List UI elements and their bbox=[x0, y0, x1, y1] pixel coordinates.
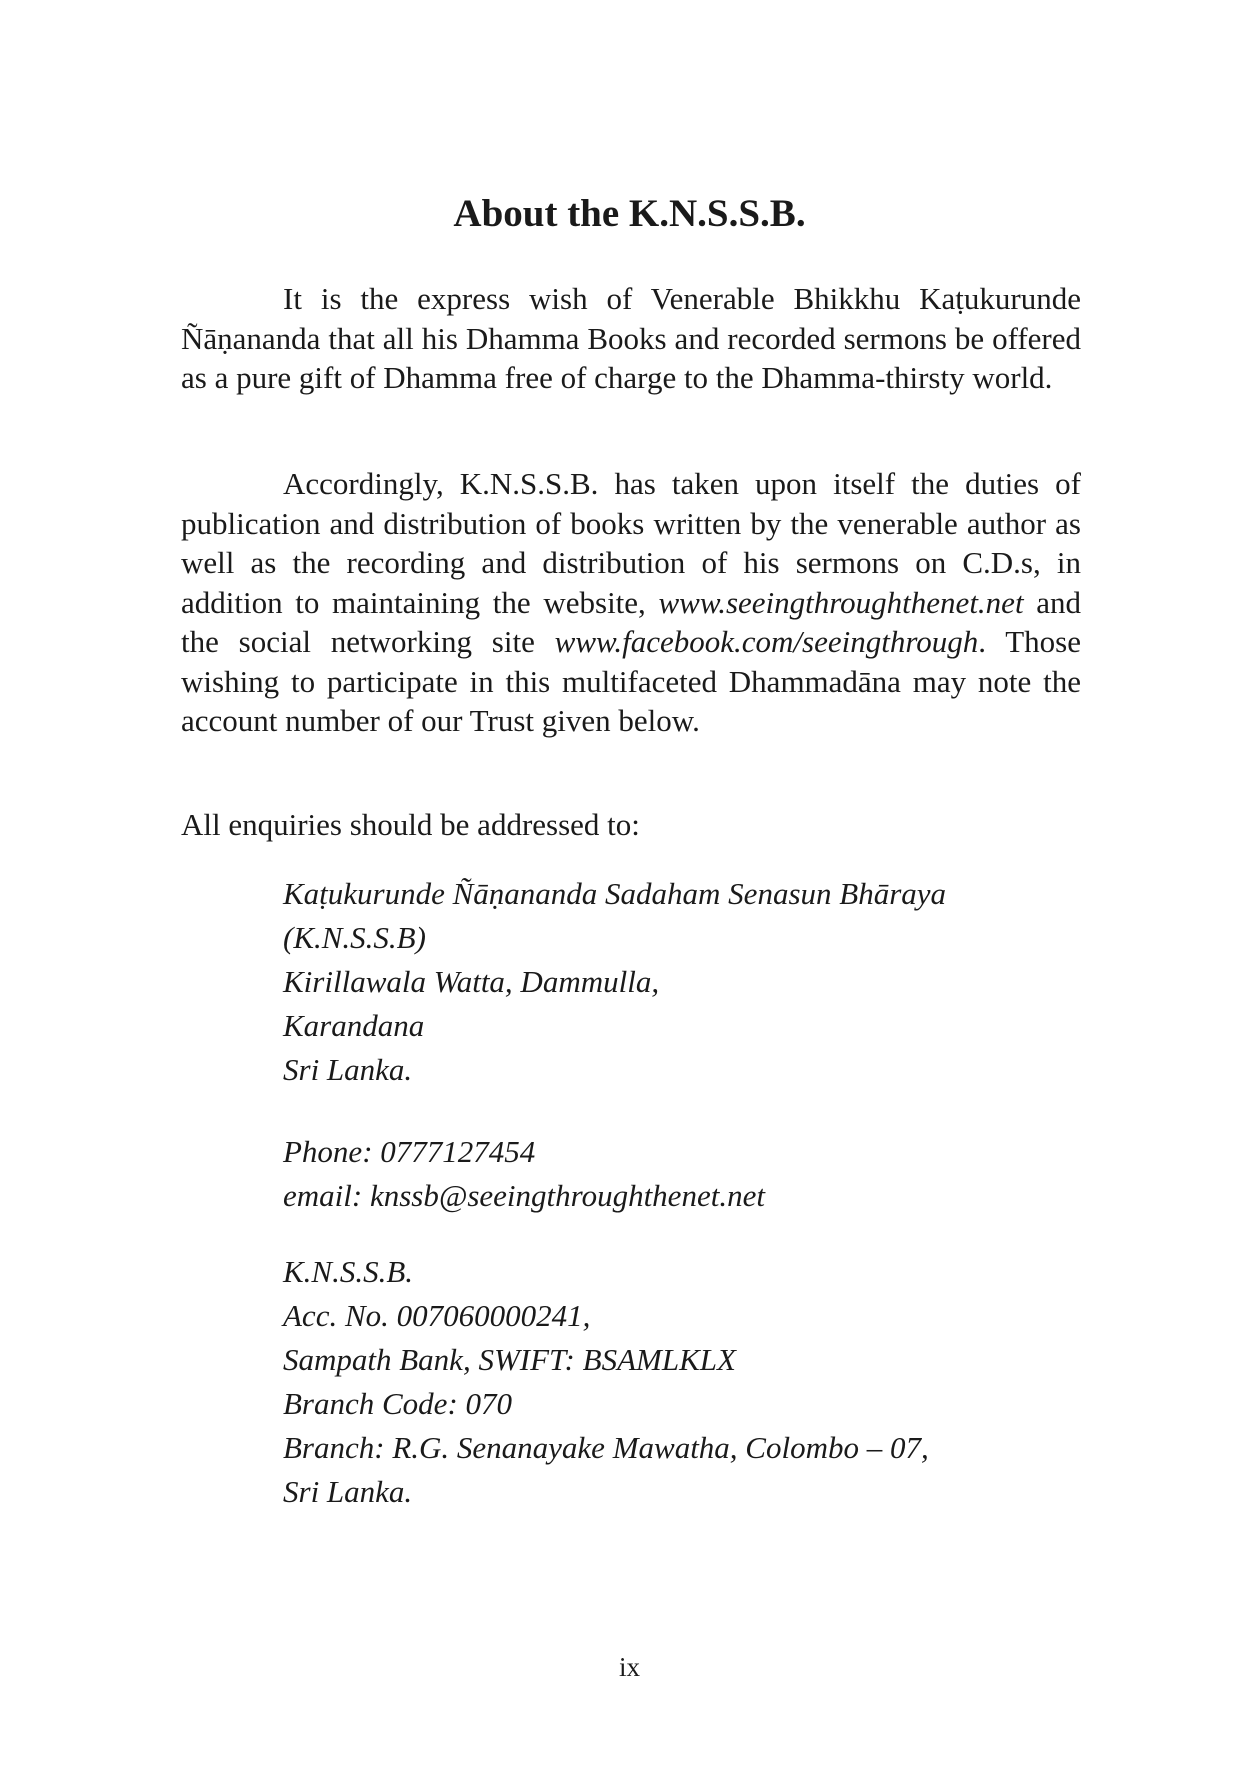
facebook-link[interactable]: www.facebook.com/seeingthrough bbox=[554, 624, 979, 659]
website-link[interactable]: www.seeingthroughthenet.net bbox=[658, 584, 1024, 620]
email-address[interactable]: email: knssb@seeingthroughthenet.net bbox=[283, 1178, 765, 1213]
duties-text-part2: and the social networking site bbox=[181, 584, 1081, 659]
bank-line: K.N.S.S.B. bbox=[283, 1254, 414, 1289]
duties-paragraph bbox=[181, 464, 1081, 741]
duties-text-part1: Accordingly, K.N.S.S.B. has taken upon itself the duties of publication and distribution of books written by the venerable author as well as the recording and distribution of his sermons on C.D.s, in addition to maintaining the website, bbox=[181, 466, 1081, 620]
bank-line: Sri Lanka. bbox=[283, 1474, 413, 1509]
intro-paragraph: It is the express wish of Venerable Bhikkhu Kaṭukurunde Ñāṇananda that all his Dhamma Books and recorded sermons be offered as a pure gift of Dhamma free of charge to the Dhamma-thirsty world. bbox=[181, 281, 1081, 395]
bank-details bbox=[283, 1250, 929, 1514]
bank-line: Sampath Bank, SWIFT: BSAMLKLX bbox=[283, 1342, 736, 1377]
account-number: Acc. No. 007060000241, bbox=[283, 1298, 591, 1333]
contact-details bbox=[283, 1130, 765, 1218]
address-line: (K.N.S.S.B) bbox=[283, 920, 426, 955]
duties-text-part3: . Those wishing to participate in this multifaceted Dhammadāna may note the account number of our Trust given below. bbox=[181, 624, 1081, 738]
page-title: About the K.N.S.S.B. bbox=[453, 192, 806, 235]
address-line: Kaṭukurunde Ñāṇananda Sadaham Senasun Bhāraya bbox=[283, 876, 947, 911]
page-number: ix bbox=[618, 1652, 640, 1682]
enquiries-label: All enquiries should be addressed to: bbox=[181, 807, 640, 842]
bank-line: Branch: R.G. Senanayake Mawatha, Colombo – 07, bbox=[283, 1430, 929, 1465]
address-line: Sri Lanka. bbox=[283, 1052, 413, 1087]
postal-address bbox=[283, 872, 946, 1092]
address-line: Karandana bbox=[283, 1008, 425, 1043]
phone-number: Phone: 0777127454 bbox=[283, 1134, 536, 1169]
address-line: Kirillawala Watta, Dammulla, bbox=[283, 964, 660, 999]
branch-code: Branch Code: 070 bbox=[283, 1386, 513, 1421]
